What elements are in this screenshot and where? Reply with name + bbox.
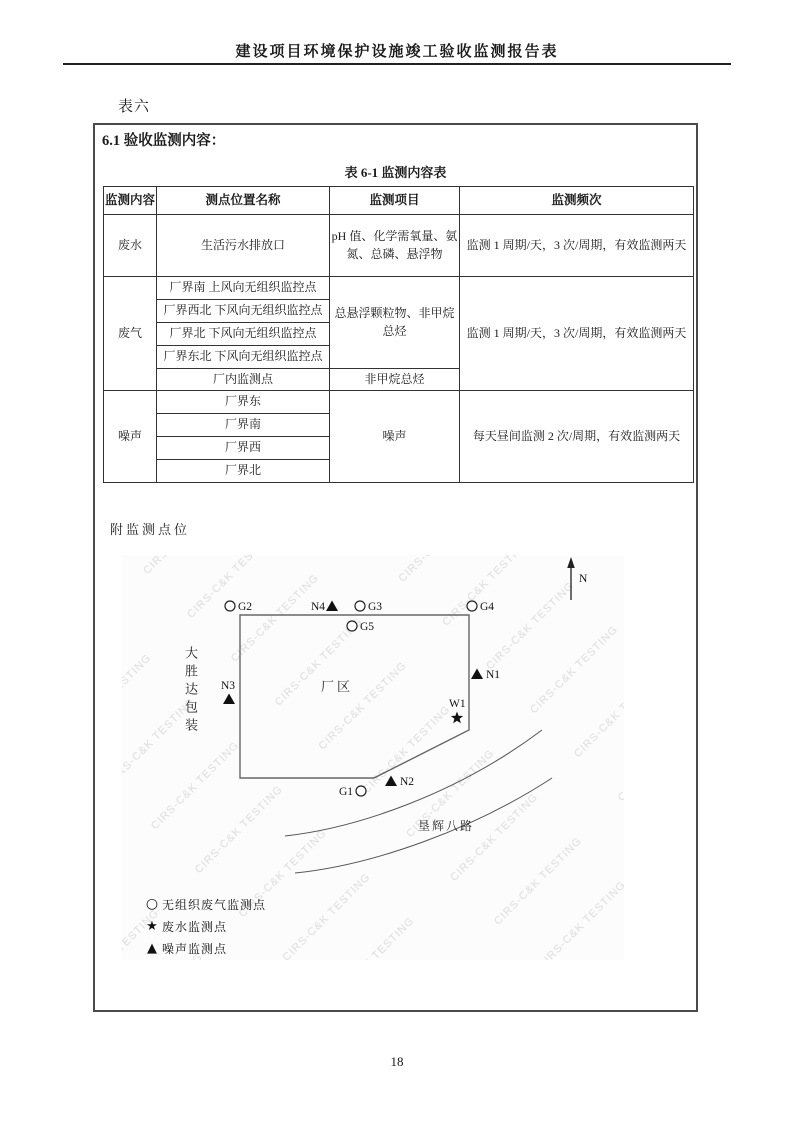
cell-noise-location-3: 厂界西 xyxy=(157,437,330,460)
cell-gas-factory-items: 非甲烷总烃 xyxy=(330,369,460,391)
col-header-frequency: 监测频次 xyxy=(460,187,694,215)
cell-noise-location-2: 厂界南 xyxy=(157,414,330,437)
cell-gas-location-3: 厂界北 下风向无组织监控点 xyxy=(157,323,330,346)
gas-point-g1-label: G1 xyxy=(339,786,354,798)
cell-gas-frequency: 监测 1 周期/天，3 次/周期，有效监测两天 xyxy=(460,277,694,391)
cell-gas-location-2: 厂界西北 下风向无组织监控点 xyxy=(157,300,330,323)
cell-noise-location-4: 厂界北 xyxy=(157,460,330,483)
gas-point-g3-label: G3 xyxy=(368,601,383,613)
road-label: 垦辉八路 xyxy=(418,819,475,833)
legend-item-wastewater xyxy=(142,915,266,937)
water-point-w1-label: W1 xyxy=(449,698,466,710)
table-row-wastewater xyxy=(104,215,694,277)
legend-label-gas: 无组织废气监测点 xyxy=(162,897,267,912)
table-six-label: 表六 xyxy=(118,99,151,115)
gas-point-g4-label: G4 xyxy=(480,601,495,613)
document-header-title: 建设项目环境保护设施竣工验收监测报告表 xyxy=(235,44,559,60)
monitoring-table xyxy=(103,186,694,483)
legend-label-wastewater: 废水监测点 xyxy=(162,919,228,934)
cell-noise-location-1: 厂界东 xyxy=(157,391,330,414)
gas-point-g2-icon xyxy=(225,601,235,611)
table-header-row xyxy=(104,187,694,215)
header-rule xyxy=(63,63,731,65)
table-caption: 表 6-1 监测内容表 xyxy=(344,165,447,180)
cell-gas-location-1: 厂界南 上风向无组织监控点 xyxy=(157,277,330,300)
cell-gas-location-4: 厂界东北 下风向无组织监控点 xyxy=(157,346,330,369)
legend-item-noise xyxy=(142,937,266,959)
cell-wastewater-frequency: 监测 1 周期/天，3 次/周期，有效监测两天 xyxy=(460,215,694,277)
gas-point-g4-icon xyxy=(467,601,477,611)
gas-point-g5-label: G5 xyxy=(360,621,375,633)
cell-wastewater-location: 生活污水排放口 xyxy=(157,215,330,277)
cell-noise-items: 噪声 xyxy=(330,391,460,483)
noise-point-n3-label: N3 xyxy=(221,680,236,692)
cell-wastewater-category: 废水 xyxy=(104,215,157,277)
cell-gas-items: 总悬浮颗粒物、非甲烷总烃 xyxy=(330,277,460,369)
site-map xyxy=(122,555,624,960)
map-caption: 附监测点位 xyxy=(110,522,191,537)
section-title: 6.1 验收监测内容： xyxy=(102,133,226,149)
gas-point-g5-icon xyxy=(347,621,357,631)
gas-point-g1-icon xyxy=(356,786,366,796)
col-header-location: 测点位置名称 xyxy=(157,187,330,215)
noise-point-legend-icon: ▲ xyxy=(147,940,157,956)
wastewater-point-legend-icon: ★ xyxy=(146,918,158,934)
north-label: N xyxy=(579,573,588,585)
factory-area-label: 厂区 xyxy=(321,679,354,694)
cell-gas-category: 废气 xyxy=(104,277,157,391)
gas-point-g3-icon xyxy=(355,601,365,611)
col-header-content: 监测内容 xyxy=(104,187,157,215)
table-row-noise-1 xyxy=(104,391,694,414)
gas-point-g2-label: G2 xyxy=(238,601,253,613)
col-header-items: 监测项目 xyxy=(330,187,460,215)
noise-point-n2-label: N2 xyxy=(400,776,415,788)
cell-wastewater-items: pH 值、化学需氧量、氨氮、总磷、悬浮物 xyxy=(330,215,460,277)
noise-point-n1-label: N1 xyxy=(486,669,501,681)
map-legend xyxy=(142,893,266,959)
gas-point-legend-icon: ○ xyxy=(145,896,159,912)
neighbor-company-label: 大胜达包装 xyxy=(183,646,198,736)
table-row-gas-1 xyxy=(104,277,694,300)
noise-point-n4-label: N4 xyxy=(311,601,326,613)
cell-noise-frequency: 每天昼间监测 2 次/周期，有效监测两天 xyxy=(460,391,694,483)
legend-label-noise: 噪声监测点 xyxy=(162,941,228,956)
cell-noise-category: 噪声 xyxy=(104,391,157,483)
cell-gas-factory-location: 厂内监测点 xyxy=(157,369,330,391)
page-number: 18 xyxy=(390,1054,404,1069)
legend-item-gas xyxy=(142,893,266,915)
section-box xyxy=(93,123,698,1012)
